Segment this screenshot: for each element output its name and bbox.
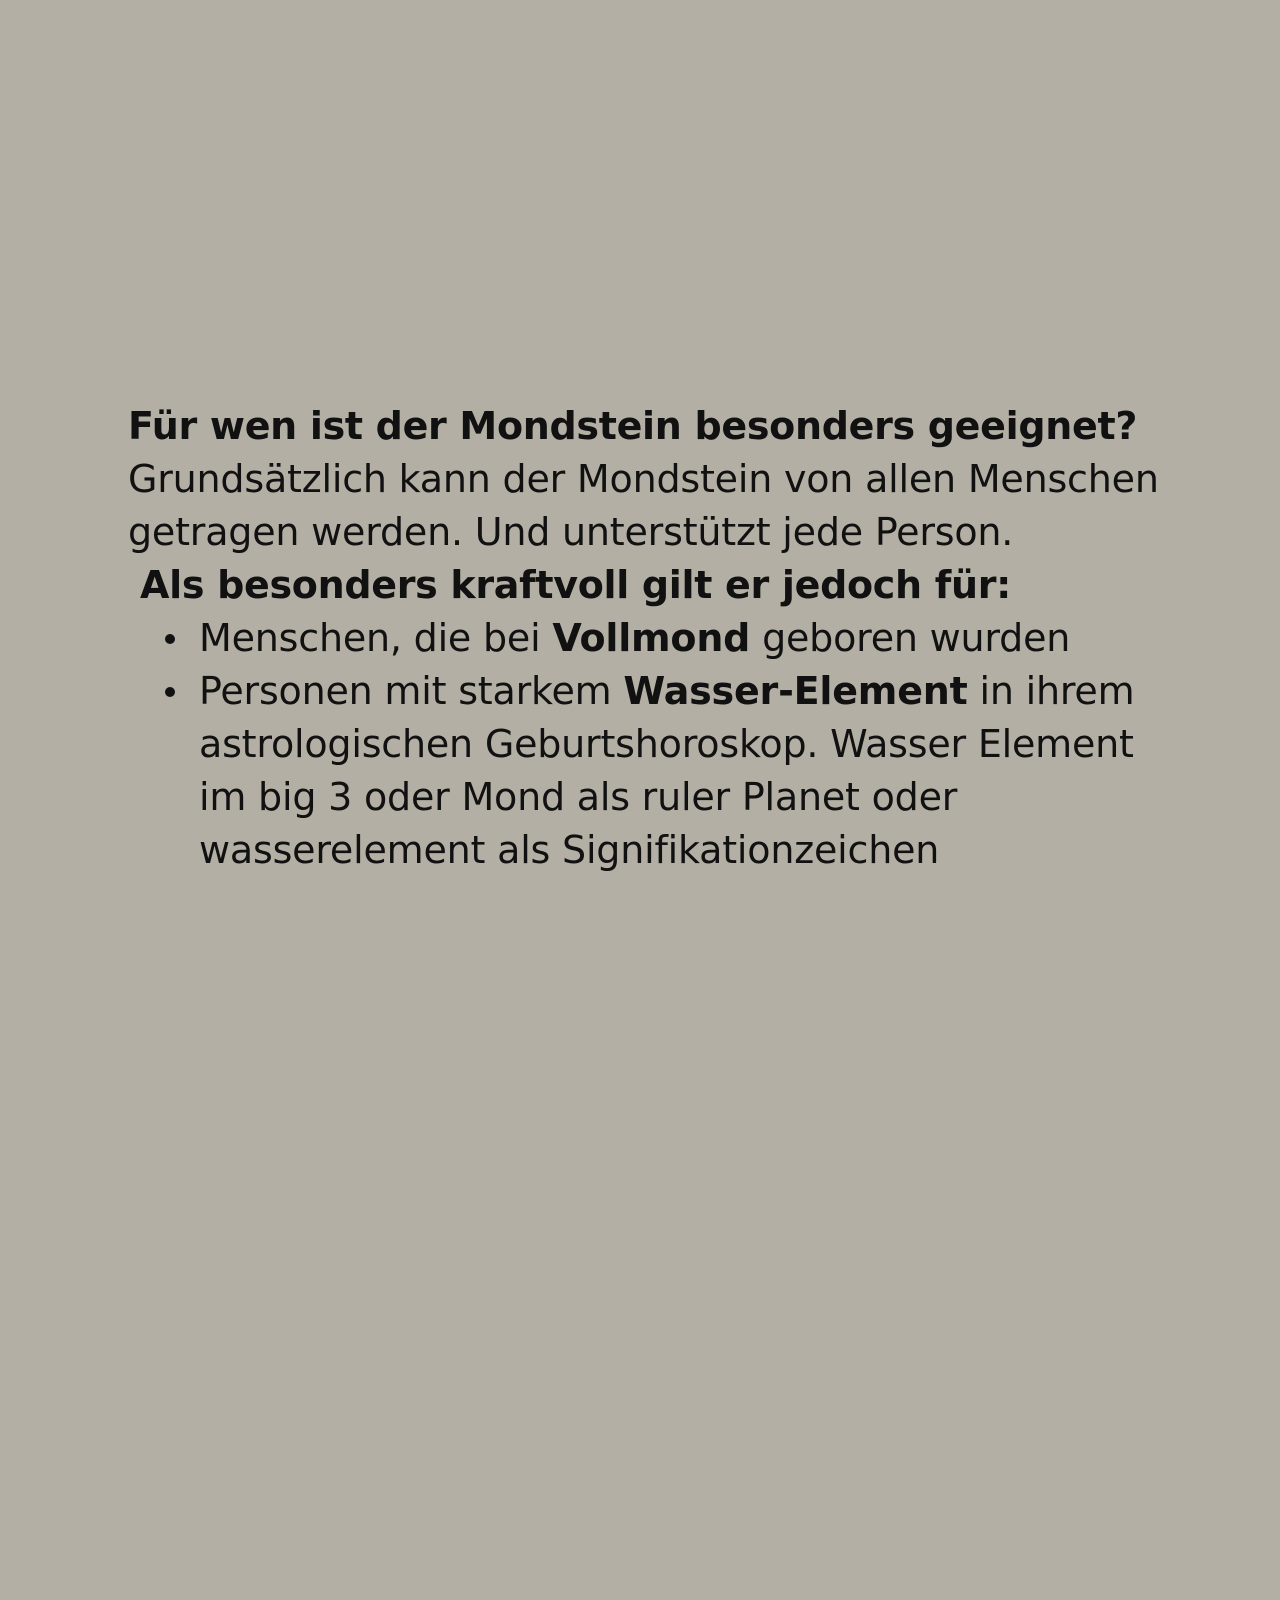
text-card bbox=[128, 400, 1168, 877]
heading: Für wen ist der Mondstein besonders geeignet? bbox=[128, 404, 1138, 448]
bullet-icon bbox=[165, 634, 175, 644]
list-item-text: geboren wurden bbox=[750, 616, 1071, 660]
list-item-text: Menschen, die bei bbox=[199, 616, 553, 660]
list-item bbox=[199, 665, 1168, 877]
intro-paragraph: Grundsätzlich kann der Mondstein von allen Menschen getragen werden. Und unterstützt jede Person. bbox=[128, 457, 1159, 554]
subheading: Als besonders kraftvoll gilt er jedoch für: bbox=[140, 563, 1012, 607]
bullet-list bbox=[128, 612, 1168, 877]
list-item-bold: Wasser-Element bbox=[623, 669, 968, 713]
list-item-text: in ihrem astrologischen Geburtshoroskop. Wasser Element im big 3 oder Mond als ruler Planet oder wasserelement als Signifikationzeichen bbox=[199, 669, 1135, 872]
list-item-bold: Vollmond bbox=[552, 616, 751, 660]
list-item-text: Personen mit starkem bbox=[199, 669, 624, 713]
list-item bbox=[199, 612, 1168, 665]
bullet-icon bbox=[165, 687, 175, 697]
